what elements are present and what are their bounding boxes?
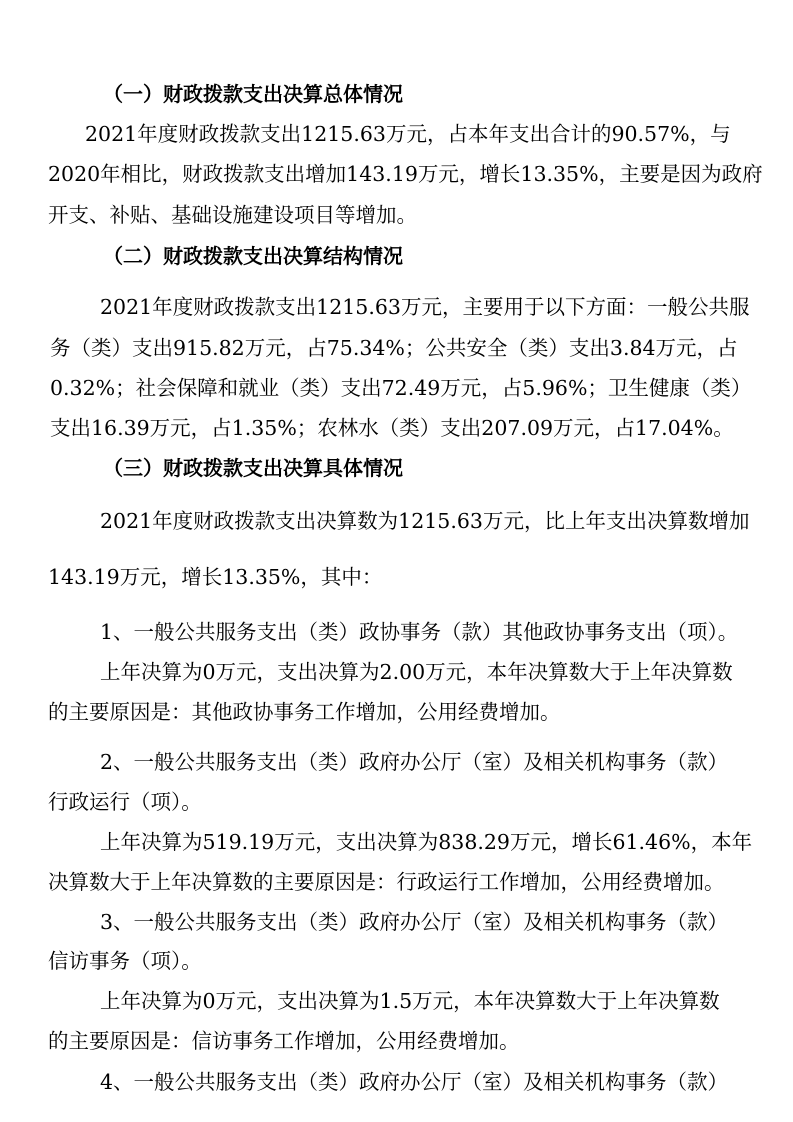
item-1-title: 1、一般公共服务支出（类）政协事务（款）其他政协事务支出（项）。 [100,620,739,644]
item-3-title: 信访事务（项）。 [48,949,202,973]
section-3-intro: 143.19万元，增长13.35%，其中： [48,565,383,589]
item-4-title: 4、一般公共服务支出（类）政府办公厅（室）及相关机构事务（款） [100,1070,729,1094]
item-3-title: 3、一般公共服务支出（类）政府办公厅（室）及相关机构事务（款） [100,910,729,934]
section-2-line: 2021年度财政拨款支出1215.63万元，主要用于以下方面：一般公共服 [100,295,750,319]
section-2-line: 务（类）支出915.82万元，占75.34%；公共安全（类）支出3.84万元，占 [50,336,738,360]
section-3-intro: 2021年度财政拨款支出决算数为1215.63万元，比上年支出决算数增加 [100,509,750,533]
section-1-line: 2021年度财政拨款支出1215.63万元，占本年支出合计的90.57%，与 [85,122,731,146]
item-2-title: 行政运行（项）。 [48,790,202,814]
section-3-heading: （三）财政拨款支出决算具体情况 [103,456,403,480]
section-1-line: 2020年相比，财政拨款支出增加143.19万元，增长13.35%，主要是因为政府 [48,162,763,186]
section-2-heading: （二）财政拨款支出决算结构情况 [103,244,403,268]
item-2-detail: 上年决算为519.19万元，支出决算为838.29万元，增长61.46%，本年 [100,830,753,854]
section-1-heading: （一）财政拨款支出决算总体情况 [103,82,403,106]
item-2-detail: 决算数大于上年决算数的主要原因是：行政运行工作增加，公用经费增加。 [48,870,725,894]
item-1-detail: 的主要原因是：其他政协事务工作增加，公用经费增加。 [48,700,561,724]
item-3-detail: 的主要原因是：信访事务工作增加，公用经费增加。 [48,1029,520,1053]
section-2-line: 支出16.39万元，占1.35%；农林水（类）支出207.09万元，占17.04%。 [50,416,734,440]
section-2-line: 0.32%；社会保障和就业（类）支出72.49万元，占5.96%；卫生健康（类） [50,376,752,400]
section-1-line: 开支、补贴、基础设施建设项目等增加。 [48,203,417,227]
item-3-detail: 上年决算为0万元，支出决算为1.5万元，本年决算数大于上年决算数 [100,989,720,1013]
item-2-title: 2、一般公共服务支出（类）政府办公厅（室）及相关机构事务（款） [100,750,729,774]
item-1-detail: 上年决算为0万元，支出决算为2.00万元，本年决算数大于上年决算数 [100,660,733,684]
